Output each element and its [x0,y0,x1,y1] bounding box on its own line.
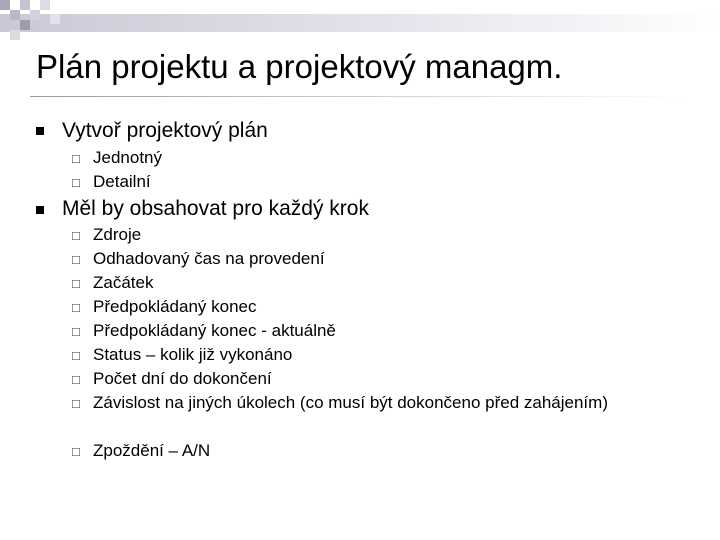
sub-item-detailni: Detailní [93,172,151,191]
bullet-1-text: Vytvoř projektový plán [62,119,268,142]
hollow-square-bullet-icon: □ [72,228,80,243]
header-decoration [0,0,720,40]
hollow-square-bullet-icon: □ [72,324,80,339]
sub-item-zpozdeni: Zpoždění – A/N [93,441,211,460]
title-underline [30,96,690,97]
sub-item-zacatek: Začátek [93,273,154,292]
sub-item-jednotny: Jednotný [93,148,162,167]
sub-item-zdroje: Zdroje [93,225,142,244]
sub-item-predpokladany-konec: Předpokládaný konec [93,297,257,316]
hollow-square-bullet-icon: □ [72,252,80,267]
square-bullet-icon [36,206,44,214]
hollow-square-bullet-icon: □ [72,276,80,291]
sub-item-zavislost: Závislost na jiných úkolech (co musí být dokončeno před zahájením) [93,393,608,412]
bullet-2-text: Měl by obsahovat pro každý krok [62,197,369,220]
hollow-square-bullet-icon: □ [72,372,80,387]
hollow-square-bullet-icon: □ [72,396,80,411]
hollow-square-bullet-icon: □ [72,444,80,459]
slide-title: Plán projektu a projektový managm. [36,48,563,85]
sub-item-predpokladany-konec-aktualne: Předpokládaný konec - aktuálně [93,321,336,340]
sub-item-odhadovany-cas: Odhadovaný čas na provedení [93,249,325,268]
square-bullet-icon [36,127,44,135]
hollow-square-bullet-icon: □ [72,348,80,363]
hollow-square-bullet-icon: □ [72,300,80,315]
hollow-square-bullet-icon: □ [72,175,80,190]
hollow-square-bullet-icon: □ [72,151,80,166]
sub-item-status: Status – kolik již vykonáno [93,345,293,364]
sub-item-pocet-dni: Počet dní do dokončení [93,369,272,388]
